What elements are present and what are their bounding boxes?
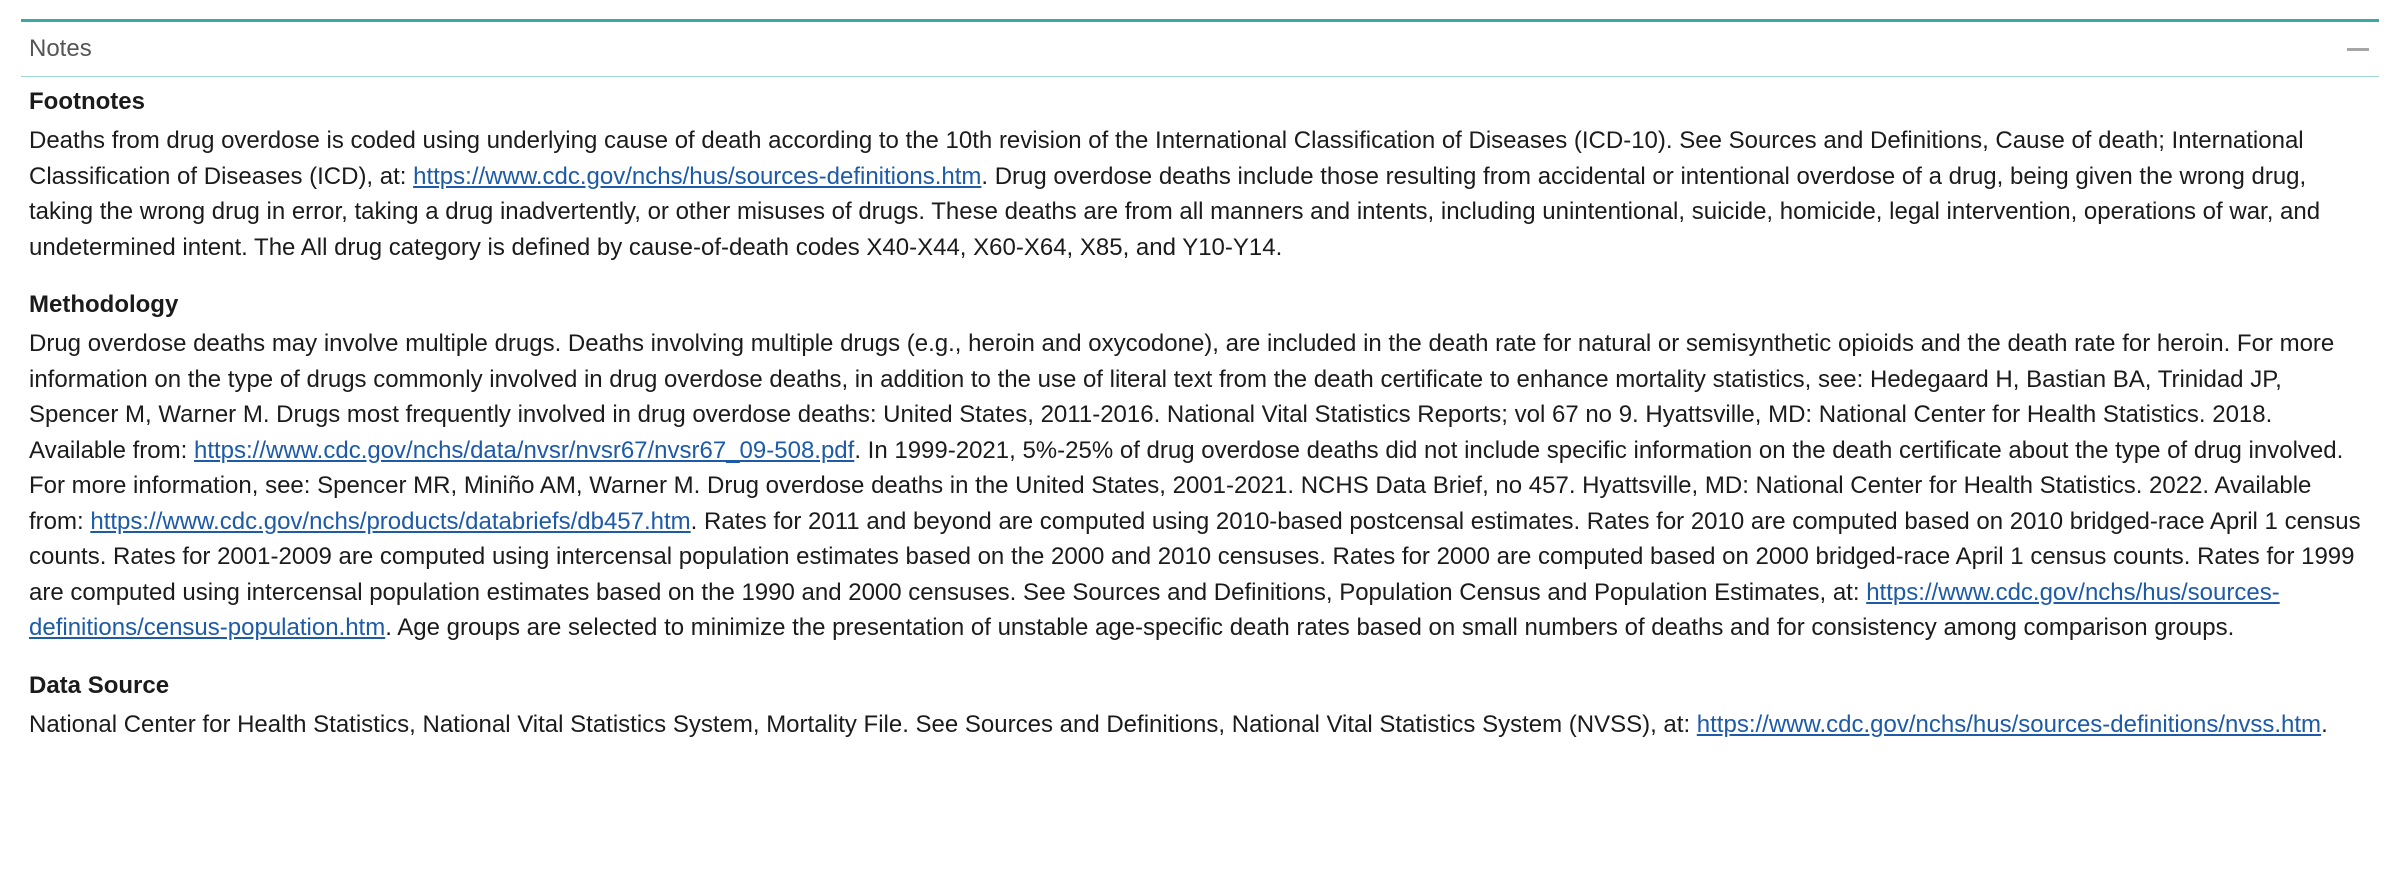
methodology-link-census-population[interactable]: https://www.cdc.gov/nchs/hus/sources-definitions/census-population.htm [29, 578, 2280, 641]
footnotes-text-part: Deaths from drug overdose is coded using underlying cause of death according to the 10th revision of the International Classification of Diseases (ICD-10). See Sources and Definitions, Cause of death; International Classification of Diseases (ICD), at: [29, 127, 2304, 190]
footnotes-text-part: . Drug overdose deaths include those resulting from accidental or intentional overdose of a drug, being given the wrong drug, taking the wrong drug in error, taking a drug inadvertently, or other misuses of drugs. These deaths are from all manners and intents, including unintentional, suicide, homicide, legal intervention, operations of war, and undetermined intent. The All drug category is defined by cause-of-death codes X40-X44, X60-X64, X85, and Y10-Y14. [29, 162, 2321, 261]
data-source-text-part: National Center for Health Statistics, National Vital Statistics System, Mortality File. See Sources and Definitions, National Vital Statistics System (NVSS), at: [29, 710, 1697, 738]
data-source-text [29, 707, 2371, 743]
methodology-link-databrief[interactable]: https://www.cdc.gov/nchs/products/databriefs/db457.htm [90, 507, 691, 535]
data-source-link-nvss[interactable]: https://www.cdc.gov/nchs/hus/sources-definitions/nvss.htm [1696, 710, 2322, 738]
methodology-heading: Methodology [29, 291, 179, 318]
methodology-text-part: . Rates for 2011 and beyond are computed using 2010-based postcensal estimates. Rates for 2010 are computed based on 2010 bridged-race April 1 census counts. Rates for 2001-2009 are computed using intercensal population estimates based on the 2000 and 2010 censuses. Rates for 2000 are computed based on 2000 bridged-race April 1 census counts. Rates for 1999 are computed using intercensal population estimates based on the 1990 and 2000 censuses. See Sources and Definitions, Population Census and Population Estimates, at: [29, 507, 2361, 606]
footnotes-text [29, 123, 2371, 265]
notes-panel-header[interactable] [21, 22, 2379, 77]
notes-panel [21, 19, 2379, 742]
methodology-text-part: . Age groups are selected to minimize the presentation of unstable age-specific death rates based on small numbers of deaths and for consistency among comparison groups. [385, 614, 2235, 641]
minus-icon[interactable] [2347, 48, 2369, 51]
panel-title: Notes [29, 35, 92, 62]
footnotes-link-sources-definitions[interactable]: https://www.cdc.gov/nchs/hus/sources-definitions.htm [413, 162, 982, 190]
notes-panel-body [21, 85, 2379, 742]
data-source-text-part: . [2321, 710, 2328, 738]
methodology-text [29, 326, 2371, 646]
methodology-text-part: Drug overdose deaths may involve multiple drugs. Deaths involving multiple drugs (e.g., heroin and oxycodone), are included in the death rate for natural or semisynthetic opioids and the death rate for heroin. For more information on the type of drugs commonly involved in drug overdose deaths, in addition to the use of literal text from the death certificate to enhance mortality statistics, see: Hedegaard H, Bastian BA, Trinidad JP, Spencer M, Warner M. Drugs most frequently involved in drug overdose deaths: United States, 2011-2016. National Vital Statistics Reports; vol 67 no 9. Hyattsville, MD: National Center for Health Statistics. 2018. Available from: [29, 330, 2335, 464]
data-source-heading: Data Source [29, 671, 170, 699]
methodology-link-nvsr[interactable]: https://www.cdc.gov/nchs/data/nvsr/nvsr67/nvsr67_09-508.pdf [193, 436, 855, 464]
footnotes-heading: Footnotes [29, 88, 145, 115]
methodology-text-part: . In 1999-2021, 5%-25% of drug overdose deaths did not include specific information on the death certificate about the type of drug involved. For more information, see: Spencer MR, Miniño AM, Warner M. Drug overdose deaths in the United States, 2001-2021. NCHS Data Brief, no 457. Hyattsville, MD: National Center for Health Statistics. 2022. Available from: [29, 436, 2344, 535]
